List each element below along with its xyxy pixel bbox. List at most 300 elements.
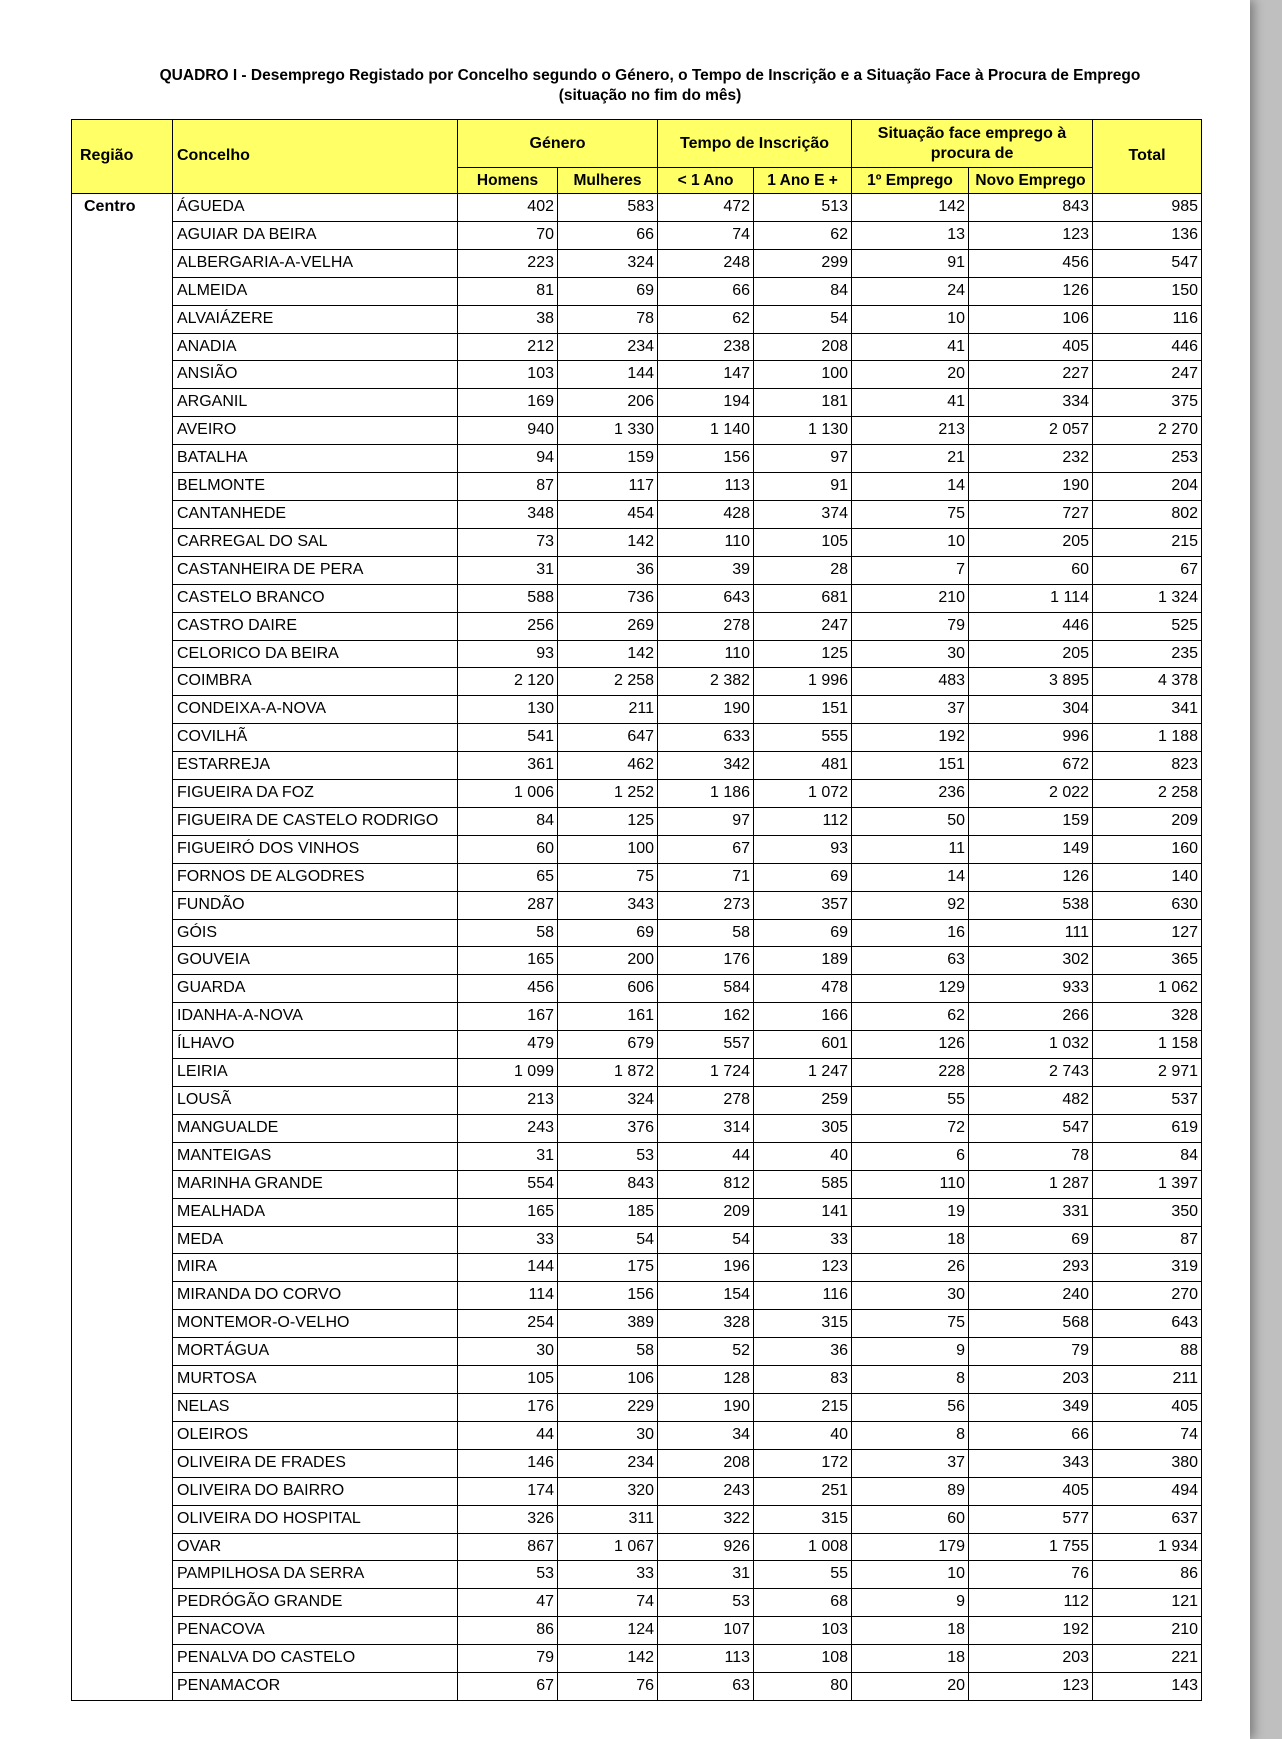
cell-mulheres: 234: [558, 333, 658, 361]
cell-regiao: [72, 863, 173, 891]
cell-mais-1-ano: 1 996: [754, 668, 852, 696]
cell-mais-1-ano: 141: [754, 1198, 852, 1226]
cell-homens: 256: [458, 612, 558, 640]
cell-regiao: [72, 1505, 173, 1533]
cell-mulheres: 36: [558, 556, 658, 584]
cell-homens: 287: [458, 891, 558, 919]
table-row: [72, 389, 1202, 417]
cell-total: 86: [1093, 1561, 1202, 1589]
cell-menos-1-ano: 1 186: [658, 780, 754, 808]
cell-concelho: CONDEIXA-A-NOVA: [173, 696, 458, 724]
cell-menos-1-ano: 196: [658, 1254, 754, 1282]
cell-primeiro-emprego: 7: [852, 556, 969, 584]
cell-menos-1-ano: 1 140: [658, 417, 754, 445]
cell-menos-1-ano: 926: [658, 1533, 754, 1561]
cell-primeiro-emprego: 210: [852, 584, 969, 612]
cell-homens: 165: [458, 1198, 558, 1226]
cell-primeiro-emprego: 126: [852, 1031, 969, 1059]
cell-primeiro-emprego: 37: [852, 1449, 969, 1477]
cell-regiao: [72, 1645, 173, 1673]
cell-homens: 479: [458, 1031, 558, 1059]
table-row: [72, 1282, 1202, 1310]
cell-novo-emprego: 203: [969, 1366, 1093, 1394]
cell-menos-1-ano: 643: [658, 584, 754, 612]
cell-homens: 588: [458, 584, 558, 612]
cell-menos-1-ano: 2 382: [658, 668, 754, 696]
cell-menos-1-ano: 238: [658, 333, 754, 361]
cell-primeiro-emprego: 50: [852, 807, 969, 835]
cell-concelho: OLIVEIRA DO HOSPITAL: [173, 1505, 458, 1533]
cell-regiao: [72, 417, 173, 445]
cell-mulheres: 100: [558, 835, 658, 863]
cell-primeiro-emprego: 11: [852, 835, 969, 863]
cell-regiao: [72, 807, 173, 835]
table-row: [72, 445, 1202, 473]
cell-primeiro-emprego: 6: [852, 1142, 969, 1170]
cell-total: 211: [1093, 1366, 1202, 1394]
cell-total: 235: [1093, 640, 1202, 668]
table-row: [72, 1059, 1202, 1087]
table-row: [72, 891, 1202, 919]
header-situacao: Situação face emprego à procura de: [852, 120, 1093, 168]
cell-regiao: [72, 668, 173, 696]
cell-mais-1-ano: 40: [754, 1421, 852, 1449]
cell-menos-1-ano: 243: [658, 1477, 754, 1505]
cell-mulheres: 69: [558, 919, 658, 947]
cell-novo-emprego: 111: [969, 919, 1093, 947]
cell-total: 375: [1093, 389, 1202, 417]
cell-mais-1-ano: 208: [754, 333, 852, 361]
cell-mais-1-ano: 36: [754, 1338, 852, 1366]
cell-primeiro-emprego: 10: [852, 1561, 969, 1589]
table-row: [72, 835, 1202, 863]
cell-menos-1-ano: 812: [658, 1170, 754, 1198]
cell-total: 365: [1093, 947, 1202, 975]
cell-mais-1-ano: 481: [754, 752, 852, 780]
table-row: [72, 1031, 1202, 1059]
cell-mais-1-ano: 54: [754, 305, 852, 333]
cell-menos-1-ano: 113: [658, 473, 754, 501]
cell-menos-1-ano: 107: [658, 1617, 754, 1645]
header-mulheres: Mulheres: [558, 168, 658, 194]
cell-menos-1-ano: 278: [658, 1087, 754, 1115]
cell-concelho: ALVAIÁZERE: [173, 305, 458, 333]
cell-mais-1-ano: 69: [754, 919, 852, 947]
table-row: [72, 194, 1202, 222]
header-genero: Género: [458, 120, 658, 168]
cell-concelho: ALBERGARIA-A-VELHA: [173, 249, 458, 277]
cell-mulheres: 1 252: [558, 780, 658, 808]
cell-total: 150: [1093, 277, 1202, 305]
cell-homens: 87: [458, 473, 558, 501]
table-row: [72, 500, 1202, 528]
cell-concelho: ANSIÃO: [173, 361, 458, 389]
cell-mais-1-ano: 116: [754, 1282, 852, 1310]
unemployment-table: [71, 119, 1202, 1701]
cell-novo-emprego: 1 755: [969, 1533, 1093, 1561]
cell-homens: 940: [458, 417, 558, 445]
cell-total: 270: [1093, 1282, 1202, 1310]
cell-total: 204: [1093, 473, 1202, 501]
cell-mais-1-ano: 215: [754, 1393, 852, 1421]
cell-concelho: IDANHA-A-NOVA: [173, 1003, 458, 1031]
cell-mais-1-ano: 189: [754, 947, 852, 975]
cell-primeiro-emprego: 14: [852, 863, 969, 891]
header-mais-1-ano: 1 Ano E +: [754, 168, 852, 194]
cell-primeiro-emprego: 151: [852, 752, 969, 780]
cell-mais-1-ano: 374: [754, 500, 852, 528]
cell-novo-emprego: 456: [969, 249, 1093, 277]
cell-primeiro-emprego: 9: [852, 1338, 969, 1366]
cell-primeiro-emprego: 26: [852, 1254, 969, 1282]
cell-mulheres: 269: [558, 612, 658, 640]
cell-total: 67: [1093, 556, 1202, 584]
cell-primeiro-emprego: 62: [852, 1003, 969, 1031]
cell-homens: 144: [458, 1254, 558, 1282]
cell-total: 4 378: [1093, 668, 1202, 696]
cell-regiao: [72, 1533, 173, 1561]
table-row: [72, 528, 1202, 556]
header-tempo-inscricao: Tempo de Inscrição: [658, 120, 852, 168]
cell-homens: 58: [458, 919, 558, 947]
cell-mais-1-ano: 513: [754, 194, 852, 222]
table-row: [72, 640, 1202, 668]
cell-mulheres: 159: [558, 445, 658, 473]
cell-concelho: COIMBRA: [173, 668, 458, 696]
cell-homens: 2 120: [458, 668, 558, 696]
cell-menos-1-ano: 176: [658, 947, 754, 975]
table-row: [72, 361, 1202, 389]
table-row: [72, 473, 1202, 501]
cell-menos-1-ano: 154: [658, 1282, 754, 1310]
cell-mais-1-ano: 112: [754, 807, 852, 835]
cell-primeiro-emprego: 24: [852, 277, 969, 305]
table-row: [72, 1366, 1202, 1394]
cell-primeiro-emprego: 16: [852, 919, 969, 947]
cell-homens: 176: [458, 1393, 558, 1421]
cell-concelho: MARINHA GRANDE: [173, 1170, 458, 1198]
cell-primeiro-emprego: 41: [852, 333, 969, 361]
cell-novo-emprego: 304: [969, 696, 1093, 724]
cell-regiao: [72, 1617, 173, 1645]
header-total: Total: [1093, 120, 1202, 194]
table-row: [72, 975, 1202, 1003]
cell-mais-1-ano: 166: [754, 1003, 852, 1031]
cell-novo-emprego: 126: [969, 863, 1093, 891]
cell-regiao: [72, 389, 173, 417]
table-row: [72, 919, 1202, 947]
cell-total: 121: [1093, 1589, 1202, 1617]
cell-mulheres: 156: [558, 1282, 658, 1310]
cell-primeiro-emprego: 9: [852, 1589, 969, 1617]
cell-total: 116: [1093, 305, 1202, 333]
table-row: [72, 1142, 1202, 1170]
cell-concelho: OLIVEIRA DO BAIRRO: [173, 1477, 458, 1505]
cell-regiao: [72, 752, 173, 780]
cell-mulheres: 54: [558, 1226, 658, 1254]
title-line-2: (situação no fim do mês): [558, 87, 742, 104]
cell-concelho: AVEIRO: [173, 417, 458, 445]
cell-primeiro-emprego: 75: [852, 500, 969, 528]
cell-primeiro-emprego: 129: [852, 975, 969, 1003]
cell-concelho: PAMPILHOSA DA SERRA: [173, 1561, 458, 1589]
cell-mais-1-ano: 83: [754, 1366, 852, 1394]
cell-concelho: MIRA: [173, 1254, 458, 1282]
cell-menos-1-ano: 52: [658, 1338, 754, 1366]
cell-homens: 254: [458, 1310, 558, 1338]
cell-mulheres: 175: [558, 1254, 658, 1282]
cell-mulheres: 74: [558, 1589, 658, 1617]
cell-homens: 174: [458, 1477, 558, 1505]
table-row: [72, 668, 1202, 696]
cell-homens: 44: [458, 1421, 558, 1449]
cell-regiao: [72, 947, 173, 975]
cell-menos-1-ano: 1 724: [658, 1059, 754, 1087]
cell-menos-1-ano: 209: [658, 1198, 754, 1226]
cell-mulheres: 583: [558, 194, 658, 222]
cell-mais-1-ano: 478: [754, 975, 852, 1003]
cell-mulheres: 229: [558, 1393, 658, 1421]
cell-regiao: [72, 724, 173, 752]
header-homens: Homens: [458, 168, 558, 194]
cell-homens: 67: [458, 1673, 558, 1701]
cell-menos-1-ano: 71: [658, 863, 754, 891]
cell-mais-1-ano: 251: [754, 1477, 852, 1505]
cell-menos-1-ano: 208: [658, 1449, 754, 1477]
cell-concelho: CARREGAL DO SAL: [173, 528, 458, 556]
cell-total: 525: [1093, 612, 1202, 640]
cell-menos-1-ano: 156: [658, 445, 754, 473]
cell-mulheres: 185: [558, 1198, 658, 1226]
cell-primeiro-emprego: 89: [852, 1477, 969, 1505]
table-row: [72, 1477, 1202, 1505]
cell-homens: 114: [458, 1282, 558, 1310]
cell-novo-emprego: 203: [969, 1645, 1093, 1673]
cell-concelho: PENACOVA: [173, 1617, 458, 1645]
cell-mulheres: 606: [558, 975, 658, 1003]
cell-concelho: LOUSÃ: [173, 1087, 458, 1115]
cell-mulheres: 206: [558, 389, 658, 417]
cell-novo-emprego: 3 895: [969, 668, 1093, 696]
cell-mais-1-ano: 315: [754, 1310, 852, 1338]
cell-regiao: [72, 584, 173, 612]
cell-homens: 456: [458, 975, 558, 1003]
cell-primeiro-emprego: 18: [852, 1226, 969, 1254]
cell-homens: 212: [458, 333, 558, 361]
cell-menos-1-ano: 53: [658, 1589, 754, 1617]
cell-mulheres: 462: [558, 752, 658, 780]
cell-total: 1 324: [1093, 584, 1202, 612]
cell-mais-1-ano: 259: [754, 1087, 852, 1115]
cell-total: 210: [1093, 1617, 1202, 1645]
cell-novo-emprego: 672: [969, 752, 1093, 780]
cell-regiao: [72, 445, 173, 473]
cell-concelho: BELMONTE: [173, 473, 458, 501]
cell-menos-1-ano: 44: [658, 1142, 754, 1170]
cell-homens: 86: [458, 1617, 558, 1645]
cell-homens: 73: [458, 528, 558, 556]
cell-novo-emprego: 190: [969, 473, 1093, 501]
cell-total: 802: [1093, 500, 1202, 528]
cell-total: 127: [1093, 919, 1202, 947]
cell-concelho: BATALHA: [173, 445, 458, 473]
cell-homens: 94: [458, 445, 558, 473]
cell-concelho: CASTELO BRANCO: [173, 584, 458, 612]
cell-regiao: [72, 333, 173, 361]
cell-mulheres: 647: [558, 724, 658, 752]
cell-novo-emprego: 69: [969, 1226, 1093, 1254]
cell-mulheres: 454: [558, 500, 658, 528]
cell-total: 1 188: [1093, 724, 1202, 752]
cell-novo-emprego: 1 114: [969, 584, 1093, 612]
cell-homens: 93: [458, 640, 558, 668]
cell-regiao: [72, 696, 173, 724]
cell-primeiro-emprego: 30: [852, 640, 969, 668]
cell-menos-1-ano: 342: [658, 752, 754, 780]
cell-mulheres: 679: [558, 1031, 658, 1059]
cell-primeiro-emprego: 8: [852, 1366, 969, 1394]
cell-mais-1-ano: 123: [754, 1254, 852, 1282]
table-row: [72, 1338, 1202, 1366]
cell-mulheres: 125: [558, 807, 658, 835]
cell-mais-1-ano: 91: [754, 473, 852, 501]
table-row: [72, 724, 1202, 752]
cell-novo-emprego: 123: [969, 221, 1093, 249]
cell-mais-1-ano: 108: [754, 1645, 852, 1673]
table-row: [72, 584, 1202, 612]
cell-total: 405: [1093, 1393, 1202, 1421]
cell-mulheres: 843: [558, 1170, 658, 1198]
cell-total: 985: [1093, 194, 1202, 222]
cell-menos-1-ano: 472: [658, 194, 754, 222]
cell-primeiro-emprego: 56: [852, 1393, 969, 1421]
cell-concelho: AGUIAR DA BEIRA: [173, 221, 458, 249]
table-row: [72, 1505, 1202, 1533]
title-line-1: QUADRO I - Desemprego Registado por Concelho segundo o Género, o Tempo de Inscrição e a Situação Face à Procura de Emprego: [159, 67, 1141, 84]
cell-primeiro-emprego: 21: [852, 445, 969, 473]
cell-homens: 81: [458, 277, 558, 305]
cell-concelho: MONTEMOR-O-VELHO: [173, 1310, 458, 1338]
table-row: [72, 1673, 1202, 1701]
cell-total: 2 971: [1093, 1059, 1202, 1087]
cell-novo-emprego: 1 032: [969, 1031, 1093, 1059]
cell-regiao: [72, 556, 173, 584]
cell-novo-emprego: 232: [969, 445, 1093, 473]
cell-primeiro-emprego: 18: [852, 1617, 969, 1645]
cell-menos-1-ano: 31: [658, 1561, 754, 1589]
cell-novo-emprego: 302: [969, 947, 1093, 975]
cell-regiao: [72, 1393, 173, 1421]
cell-novo-emprego: 843: [969, 194, 1093, 222]
cell-concelho: GUARDA: [173, 975, 458, 1003]
cell-concelho: CASTRO DAIRE: [173, 612, 458, 640]
cell-total: 643: [1093, 1310, 1202, 1338]
table-row: [72, 1589, 1202, 1617]
cell-primeiro-emprego: 19: [852, 1198, 969, 1226]
cell-concelho: MIRANDA DO CORVO: [173, 1282, 458, 1310]
cell-novo-emprego: 2 743: [969, 1059, 1093, 1087]
cell-mais-1-ano: 80: [754, 1673, 852, 1701]
cell-novo-emprego: 159: [969, 807, 1093, 835]
cell-concelho: FUNDÃO: [173, 891, 458, 919]
cell-menos-1-ano: 278: [658, 612, 754, 640]
cell-homens: 146: [458, 1449, 558, 1477]
cell-mais-1-ano: 84: [754, 277, 852, 305]
table-row: [72, 1310, 1202, 1338]
cell-total: 1 158: [1093, 1031, 1202, 1059]
cell-mais-1-ano: 40: [754, 1142, 852, 1170]
cell-mulheres: 117: [558, 473, 658, 501]
cell-total: 136: [1093, 221, 1202, 249]
cell-regiao: [72, 1310, 173, 1338]
cell-mulheres: 1 872: [558, 1059, 658, 1087]
cell-regiao: [72, 891, 173, 919]
cell-regiao: [72, 780, 173, 808]
cell-primeiro-emprego: 228: [852, 1059, 969, 1087]
cell-mulheres: 142: [558, 528, 658, 556]
cell-primeiro-emprego: 8: [852, 1421, 969, 1449]
table-row: [72, 249, 1202, 277]
cell-regiao: [72, 919, 173, 947]
cell-novo-emprego: 568: [969, 1310, 1093, 1338]
cell-total: 84: [1093, 1142, 1202, 1170]
cell-menos-1-ano: 63: [658, 1673, 754, 1701]
cell-novo-emprego: 60: [969, 556, 1093, 584]
cell-total: 74: [1093, 1421, 1202, 1449]
cell-menos-1-ano: 54: [658, 1226, 754, 1254]
cell-novo-emprego: 343: [969, 1449, 1093, 1477]
cell-primeiro-emprego: 142: [852, 194, 969, 222]
cell-mais-1-ano: 68: [754, 1589, 852, 1617]
cell-regiao: [72, 1003, 173, 1031]
cell-mulheres: 320: [558, 1477, 658, 1505]
cell-primeiro-emprego: 41: [852, 389, 969, 417]
cell-mulheres: 30: [558, 1421, 658, 1449]
cell-regiao: [72, 640, 173, 668]
cell-novo-emprego: 1 287: [969, 1170, 1093, 1198]
cell-primeiro-emprego: 30: [852, 1282, 969, 1310]
table-row: [72, 863, 1202, 891]
table-row: [72, 947, 1202, 975]
cell-concelho: FORNOS DE ALGODRES: [173, 863, 458, 891]
cell-menos-1-ano: 322: [658, 1505, 754, 1533]
cell-homens: 554: [458, 1170, 558, 1198]
cell-concelho: OLEIROS: [173, 1421, 458, 1449]
cell-primeiro-emprego: 20: [852, 361, 969, 389]
cell-concelho: CANTANHEDE: [173, 500, 458, 528]
cell-menos-1-ano: 62: [658, 305, 754, 333]
cell-menos-1-ano: 74: [658, 221, 754, 249]
cell-regiao: [72, 1031, 173, 1059]
cell-primeiro-emprego: 10: [852, 305, 969, 333]
cell-primeiro-emprego: 75: [852, 1310, 969, 1338]
cell-mulheres: 69: [558, 277, 658, 305]
cell-concelho: PENALVA DO CASTELO: [173, 1645, 458, 1673]
cell-novo-emprego: 727: [969, 500, 1093, 528]
cell-regiao: [72, 528, 173, 556]
cell-concelho: MEDA: [173, 1226, 458, 1254]
cell-novo-emprego: 482: [969, 1087, 1093, 1115]
cell-mais-1-ano: 1 072: [754, 780, 852, 808]
cell-homens: 361: [458, 752, 558, 780]
cell-total: 1 934: [1093, 1533, 1202, 1561]
cell-homens: 165: [458, 947, 558, 975]
cell-total: 160: [1093, 835, 1202, 863]
cell-menos-1-ano: 428: [658, 500, 754, 528]
cell-total: 823: [1093, 752, 1202, 780]
cell-novo-emprego: 240: [969, 1282, 1093, 1310]
cell-mais-1-ano: 100: [754, 361, 852, 389]
